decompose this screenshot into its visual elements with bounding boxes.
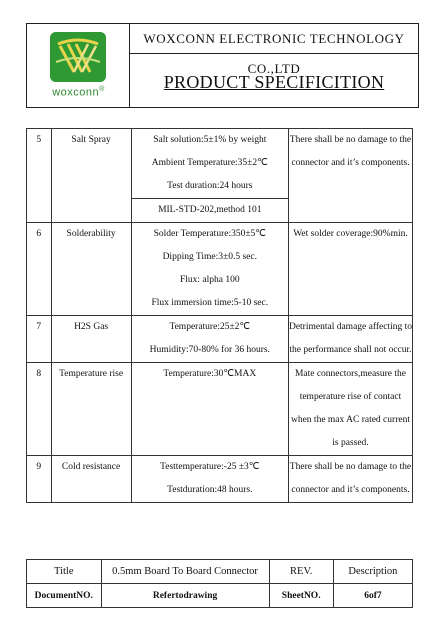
requirement bbox=[288, 456, 412, 503]
requirement-line: There shall be no damage to the bbox=[289, 462, 412, 472]
page-title: PRODUCT SPECIFICITION bbox=[163, 72, 385, 92]
requirement bbox=[288, 363, 412, 456]
company-name: WOXCONN ELECTRONIC TECHNOLOGY CO.,LTD bbox=[130, 24, 418, 54]
sheetno-label: SheetNO. bbox=[269, 584, 333, 608]
footer-table bbox=[26, 559, 413, 608]
requirement-line: Wet solder coverage:90%min. bbox=[293, 229, 408, 239]
condition-line: Flux immersion time:5-10 sec. bbox=[151, 298, 269, 308]
table-row bbox=[27, 363, 413, 456]
rev-label: REV. bbox=[269, 560, 333, 584]
docno-value: Refertodrawing bbox=[101, 584, 269, 608]
test-item bbox=[51, 223, 131, 316]
row-number bbox=[27, 316, 52, 363]
requirement bbox=[288, 316, 412, 363]
description-label: Description bbox=[333, 560, 412, 584]
row-number-text: 6 bbox=[36, 229, 42, 239]
title-label: Title bbox=[27, 560, 102, 584]
table-row bbox=[27, 223, 413, 316]
test-item bbox=[51, 363, 131, 456]
title-area bbox=[130, 54, 418, 107]
test-item-text: H2S Gas bbox=[74, 322, 109, 332]
logo-area bbox=[27, 24, 130, 107]
row-number bbox=[27, 223, 52, 316]
docno-label: DocumentNO. bbox=[27, 584, 102, 608]
requirement-line: is passed. bbox=[332, 438, 369, 448]
test-conditions bbox=[131, 129, 288, 223]
test-conditions bbox=[131, 316, 288, 363]
test-item-text: Solderability bbox=[66, 229, 116, 239]
requirement-line: the performance shall not occur. bbox=[289, 345, 412, 355]
title-value: 0.5mm Board To Board Connector bbox=[101, 560, 269, 584]
requirement-line: connector and it’s components. bbox=[291, 158, 410, 168]
requirement-line: connector and it’s components. bbox=[291, 485, 410, 495]
requirement bbox=[288, 129, 412, 223]
row-number-text: 5 bbox=[36, 135, 42, 145]
condition-line: Testduration:48 hours. bbox=[167, 485, 253, 495]
test-conditions bbox=[131, 363, 288, 456]
requirement-line: Detrimental damage affecting to bbox=[288, 322, 412, 332]
test-item bbox=[51, 456, 131, 503]
row-number-text: 7 bbox=[36, 322, 42, 332]
requirement-line: There shall be no damage to the bbox=[289, 135, 412, 145]
table-row bbox=[27, 129, 413, 223]
condition-line: Humidity:70-80% for 36 hours. bbox=[149, 345, 270, 355]
logo-text: woxconn® bbox=[52, 86, 105, 99]
test-item bbox=[51, 316, 131, 363]
condition-line: Ambient Temperature:35±2℃ bbox=[151, 158, 268, 168]
test-conditions bbox=[131, 456, 288, 503]
specification-table bbox=[26, 128, 413, 503]
table-row bbox=[27, 316, 413, 363]
woxconn-logo-icon bbox=[50, 32, 106, 82]
row-number bbox=[27, 456, 52, 503]
condition-line: Temperature:25±2℃ bbox=[169, 322, 251, 332]
requirement-line: temperature rise of contact bbox=[299, 392, 402, 402]
requirement-line: Mate connectors,measure the bbox=[294, 369, 406, 379]
test-item-text: Salt Spray bbox=[71, 135, 111, 145]
requirement-line: when the max AC rated current bbox=[290, 415, 410, 425]
row-number-text: 8 bbox=[36, 369, 42, 379]
row-number bbox=[27, 363, 52, 456]
test-conditions bbox=[131, 223, 288, 316]
table-row bbox=[27, 456, 413, 503]
condition-line: Solder Temperature:350±5℃ bbox=[153, 229, 266, 239]
requirement bbox=[288, 223, 412, 316]
test-item-text: Temperature rise bbox=[59, 369, 124, 379]
condition-line: Flux: alpha 100 bbox=[179, 275, 240, 285]
condition-line: Dipping Time:3±0.5 sec. bbox=[162, 252, 257, 262]
row-number-text: 9 bbox=[36, 462, 42, 472]
test-item bbox=[51, 129, 131, 223]
condition-line: Temperature:30℃MAX bbox=[163, 369, 257, 379]
condition-line: MIL-STD-202,method 101 bbox=[132, 198, 288, 222]
test-item-text: Cold resistance bbox=[61, 462, 121, 472]
sheetno-value: 6of7 bbox=[333, 584, 412, 608]
condition-line: Testtemperature:-25 ±3℃ bbox=[160, 462, 260, 472]
document-header bbox=[26, 23, 419, 108]
row-number bbox=[27, 129, 52, 223]
condition-line: Test duration:24 hours bbox=[167, 181, 253, 191]
condition-line: Salt solution:5±1% by weight bbox=[153, 135, 267, 145]
